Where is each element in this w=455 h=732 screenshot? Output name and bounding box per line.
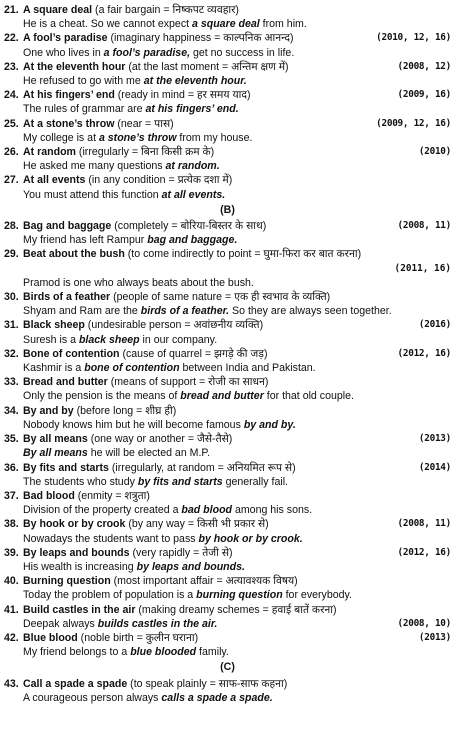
- example-sentence: [23, 560, 451, 574]
- idiom-meaning: (one way or another = जैसे-तैसे): [87, 433, 233, 446]
- example-text: One who lives in: [23, 46, 104, 59]
- idiom-highlight: by hook or by crook.: [198, 532, 303, 545]
- example-text: He asked me many questions: [23, 160, 166, 173]
- idiom-phrase: At his fingers’ end: [23, 89, 115, 102]
- exam-years: (2008, 11): [397, 518, 451, 530]
- idiom-entry: [4, 677, 451, 705]
- idiom-entry: [4, 31, 451, 59]
- example-text: The students who study: [23, 475, 138, 488]
- idiom-highlight: at random.: [165, 160, 220, 173]
- idiom-heading-line: [23, 318, 451, 332]
- entry-number: 26.: [4, 146, 19, 159]
- example-text: A courageous person always: [23, 691, 162, 704]
- idiom-phrase: Bread and butter: [23, 376, 108, 389]
- idiom-highlight: bread and butter: [180, 390, 264, 403]
- example-text: Shyam and Ram are the: [23, 305, 141, 318]
- example-text: get no success in life.: [190, 46, 295, 59]
- exam-years: (2014): [418, 461, 451, 473]
- exam-years: (2012, 16): [397, 347, 451, 359]
- idiom-phrase: By leaps and bounds: [23, 546, 130, 559]
- idiom-phrase: Bad blood: [23, 489, 75, 502]
- entry-number: 30.: [4, 291, 19, 304]
- idiom-heading-line: [23, 432, 451, 446]
- example-text: His wealth is increasing: [23, 560, 137, 573]
- exam-years: (2010): [418, 146, 451, 158]
- entry-number: 29.: [4, 248, 19, 261]
- idiom-heading-line: [23, 31, 451, 45]
- example-sentence: [23, 617, 451, 631]
- example-text: in our company.: [139, 333, 218, 346]
- entry-number: 39.: [4, 546, 19, 559]
- exam-years: (2011, 16): [394, 262, 451, 274]
- example-text: between India and Pakistan.: [179, 362, 316, 375]
- idiom-meaning: (enmity = शत्रुता): [74, 489, 150, 502]
- idiom-entry: [4, 247, 451, 290]
- entry-number: 35.: [4, 433, 19, 446]
- example-sentence: [23, 17, 451, 31]
- example-sentence: [23, 446, 451, 460]
- idiom-phrase: Blue blood: [23, 631, 78, 644]
- idiom-meaning: (at the last moment = अन्तिम क्षण में): [125, 60, 289, 73]
- example-text: Pramod is one who always beats about the bush.: [23, 276, 254, 289]
- idiom-highlight: builds castles in the air.: [97, 617, 218, 630]
- idiom-heading-line: [23, 375, 451, 389]
- idiom-heading-line: [23, 3, 451, 17]
- entry-number: 43.: [4, 677, 19, 690]
- idiom-phrase: Black sheep: [23, 319, 85, 332]
- example-sentence: [23, 532, 451, 546]
- example-sentence: [23, 159, 451, 173]
- idiom-entry: [4, 318, 451, 346]
- example-sentence: [23, 503, 451, 517]
- idiom-meaning: (completely = बोरिया-बिस्तर के साथ): [111, 220, 267, 233]
- example-text: Division of the property created a: [23, 504, 182, 517]
- idiom-phrase: Bone of contention: [23, 347, 120, 360]
- example-text: Nowadays the students want to pass: [23, 532, 199, 545]
- idiom-phrase: By all means: [23, 433, 88, 446]
- idiom-highlight: at his fingers’ end.: [145, 103, 239, 116]
- idiom-meaning: (before long = शीघ्र ही): [73, 404, 177, 417]
- idiom-meaning: (near = पास): [114, 117, 174, 130]
- idiom-heading-line: [23, 145, 451, 159]
- idiom-heading-line: [23, 517, 451, 531]
- idiom-entry: [4, 489, 451, 517]
- idiom-entry: [4, 3, 451, 31]
- idiom-entry: [4, 145, 451, 173]
- idiom-phrase: At all events: [23, 174, 86, 187]
- idiom-meaning: (undesirable person = अवांछनीय व्यक्ति): [84, 319, 264, 332]
- exam-years: (2012, 16): [397, 546, 451, 558]
- idiom-highlight: By all means: [23, 447, 88, 460]
- example-text: from him.: [259, 18, 307, 31]
- example-text: The rules of grammar are: [23, 103, 146, 116]
- idiom-entry: [4, 546, 451, 574]
- example-text: Deepak always: [23, 617, 98, 630]
- example-text: My college is at: [23, 131, 99, 144]
- idiom-heading-line: [23, 247, 451, 261]
- idiom-entry: [4, 117, 451, 145]
- entry-number: 40.: [4, 575, 19, 588]
- exam-years: (2009, 16): [397, 89, 451, 101]
- idiom-highlight: a stone’s throw: [98, 131, 177, 144]
- example-sentence: [23, 475, 451, 489]
- example-text: So they are always seen together.: [229, 305, 392, 318]
- example-text: for everybody.: [282, 589, 352, 602]
- example-sentence: [23, 645, 451, 659]
- example-text: My friend belongs to a: [23, 646, 131, 659]
- idiom-highlight: bone of contention: [84, 362, 180, 375]
- entry-number: 34.: [4, 404, 19, 417]
- idiom-highlight: at all events.: [161, 188, 226, 201]
- idiom-phrase: Birds of a feather: [23, 291, 111, 304]
- entry-number: 23.: [4, 60, 19, 73]
- idiom-phrase: Build castles in the air: [23, 603, 136, 616]
- example-text: My friend has left Rampur: [23, 234, 148, 247]
- idiom-entry: [4, 517, 451, 545]
- idiom-highlight: by and by.: [243, 418, 296, 431]
- idiom-meaning: (irregularly = बिना किसी क्रम के): [75, 146, 215, 159]
- section-heading: (B): [220, 203, 235, 216]
- idiom-heading-line: [23, 347, 451, 361]
- entry-number: 31.: [4, 319, 19, 332]
- idiom-phrase: A square deal: [23, 4, 93, 16]
- example-text: He is a cheat. So we cannot expect: [23, 18, 193, 31]
- entry-number: 21.: [4, 4, 19, 16]
- idiom-meaning: (means of support = रोजी का साधन): [107, 376, 269, 389]
- example-text: family.: [196, 646, 229, 659]
- example-text: Nobody knows him but he will become famous: [23, 418, 244, 431]
- entry-number: 28.: [4, 220, 19, 233]
- example-sentence: [23, 304, 451, 318]
- idiom-highlight: by leaps and bounds.: [136, 560, 245, 573]
- idiom-phrase: By hook or by crook: [23, 518, 126, 531]
- example-sentence: [23, 418, 451, 432]
- idiom-meaning: (to come indirectly to point = घुमा-फिरा कर बात करना): [124, 248, 362, 261]
- exam-years: (2009, 12, 16): [376, 117, 451, 129]
- idiom-heading-line: [23, 574, 451, 588]
- idiom-entry: [4, 432, 451, 460]
- idiom-meaning: (making dreamy schemes = हवाई बातें करना): [135, 603, 337, 616]
- exam-years: (2008, 12): [397, 60, 451, 72]
- idiom-heading-line: [23, 631, 451, 645]
- idiom-meaning: (by any way = किसी भी प्रकार से): [125, 518, 269, 531]
- entry-number: 24.: [4, 89, 19, 102]
- example-sentence: [23, 691, 451, 705]
- idiom-highlight: burning question: [196, 589, 283, 602]
- idiom-meaning: (noble birth = कुलीन घराना): [77, 631, 199, 644]
- idiom-meaning: (very rapidly = तेजी से): [129, 546, 233, 559]
- idiom-highlight: bag and baggage.: [147, 234, 238, 247]
- exam-years: (2013): [418, 433, 451, 445]
- idiom-phrase: Call a spade a spade: [23, 677, 128, 690]
- idiom-heading-line: [23, 219, 451, 233]
- exam-years: (2008, 11): [397, 220, 451, 232]
- example-sentence: [23, 588, 451, 602]
- idiom-heading-line: [23, 546, 451, 560]
- example-sentence: [23, 361, 451, 375]
- idiom-heading-line: [23, 677, 451, 691]
- idiom-phrase: At the eleventh hour: [23, 60, 126, 73]
- idiom-phrase: Bag and baggage: [23, 220, 112, 233]
- idiom-phrase: At a stone’s throw: [23, 117, 115, 130]
- idiom-phrase: By and by: [23, 404, 74, 417]
- exam-years: (2008, 10): [397, 617, 451, 629]
- idiom-heading-line: [23, 404, 451, 418]
- idiom-meaning: (irregularly, at random = अनियमित रूप से): [108, 461, 296, 474]
- example-text: Suresh is a: [23, 333, 79, 346]
- idiom-heading-line: [23, 603, 451, 617]
- idiom-meaning: (people of same nature = एक ही स्वभाव के व्यक्ति): [110, 291, 331, 304]
- idiom-highlight: at the eleventh hour.: [143, 75, 247, 88]
- idiom-highlight: a fool’s paradise,: [103, 46, 191, 59]
- entry-number: 27.: [4, 174, 19, 187]
- idiom-highlight: bad blood: [181, 504, 233, 517]
- exam-years: (2013): [418, 631, 451, 643]
- entry-number: 42.: [4, 631, 19, 644]
- idiom-phrase: A fool’s paradise: [23, 32, 108, 45]
- idiom-entry: [4, 404, 451, 432]
- exam-years: (2016): [418, 319, 451, 331]
- idiom-meaning: (ready in mind = हर समय याद): [114, 89, 251, 102]
- idiom-phrase: Beat about the bush: [23, 248, 125, 261]
- example-sentence: [23, 102, 451, 116]
- idiom-entry: [4, 347, 451, 375]
- example-text: from my house.: [176, 131, 253, 144]
- example-sentence: [23, 389, 451, 403]
- entry-number: 32.: [4, 347, 19, 360]
- entry-number: 22.: [4, 32, 19, 45]
- example-sentence: [23, 333, 451, 347]
- idiom-heading-line: [23, 489, 451, 503]
- idiom-entry: [4, 375, 451, 403]
- idiom-heading-line: [23, 461, 451, 475]
- entry-number: 41.: [4, 603, 19, 616]
- idiom-heading-line: [23, 173, 451, 187]
- example-sentence: [23, 188, 451, 202]
- idiom-entry: [4, 60, 451, 88]
- idiom-highlight: blue blooded: [130, 646, 197, 659]
- example-text: You must attend this function: [23, 188, 162, 201]
- exam-years: (2010, 12, 16): [376, 32, 451, 44]
- idiom-entry: [4, 219, 451, 247]
- example-sentence: [23, 233, 451, 247]
- idiom-entry: [4, 173, 451, 201]
- idiom-heading-line: [23, 117, 451, 131]
- idiom-meaning: (to speak plainly = साफ-साफ कहना): [127, 677, 288, 690]
- section-heading: (C): [220, 661, 235, 674]
- idiom-entry: [4, 574, 451, 602]
- idiom-heading-line: [23, 88, 451, 102]
- idiom-entry: [4, 88, 451, 116]
- entry-number: 38.: [4, 518, 19, 531]
- entry-number: 37.: [4, 489, 19, 502]
- example-text: Kashmir is a: [23, 362, 85, 375]
- idiom-entry: [4, 461, 451, 489]
- example-sentence: [23, 131, 451, 145]
- idiom-highlight: calls a spade a spade.: [161, 691, 273, 704]
- idiom-meaning: (a fair bargain = निष्कपट व्यवहार): [92, 4, 239, 16]
- entry-number: 25.: [4, 117, 19, 130]
- idiom-heading-line: [23, 60, 451, 74]
- idiom-phrase: Burning question: [23, 575, 111, 588]
- entry-number: 36.: [4, 461, 19, 474]
- idiom-phrase: By fits and starts: [23, 461, 109, 474]
- idiom-highlight: birds of a feather.: [140, 305, 230, 318]
- idiom-meaning: (most important affair = अत्यावश्यक विषय): [110, 575, 298, 588]
- idiom-meaning: (in any condition = प्रत्येक दशा में): [85, 174, 233, 187]
- idiom-heading-line: [23, 290, 451, 304]
- example-text: Only the pension is the means of: [23, 390, 181, 403]
- example-text: Today the problem of population is a: [23, 589, 197, 602]
- entry-number: 33.: [4, 376, 19, 389]
- example-text: for that old couple.: [263, 390, 354, 403]
- idiom-entry: [4, 631, 451, 659]
- idiom-meaning: (imaginary happiness = काल्पनिक आनन्द): [107, 32, 294, 45]
- example-text: he will be elected an M.P.: [87, 447, 211, 460]
- idiom-entry: [4, 603, 451, 631]
- example-text: generally fail.: [222, 475, 288, 488]
- example-text: He refused to go with me: [23, 75, 144, 88]
- idiom-highlight: a square deal: [192, 18, 260, 31]
- idiom-entry: [4, 290, 451, 318]
- idiom-highlight: by fits and starts: [137, 475, 223, 488]
- example-sentence: [23, 46, 451, 60]
- example-sentence: [23, 74, 451, 88]
- example-sentence: [23, 276, 451, 290]
- example-text: among his sons.: [232, 504, 313, 517]
- idiom-highlight: black sheep: [78, 333, 140, 346]
- idiom-meaning: (cause of quarrel = झगड़े की जड़): [119, 347, 268, 360]
- idiom-phrase: At random: [23, 146, 76, 159]
